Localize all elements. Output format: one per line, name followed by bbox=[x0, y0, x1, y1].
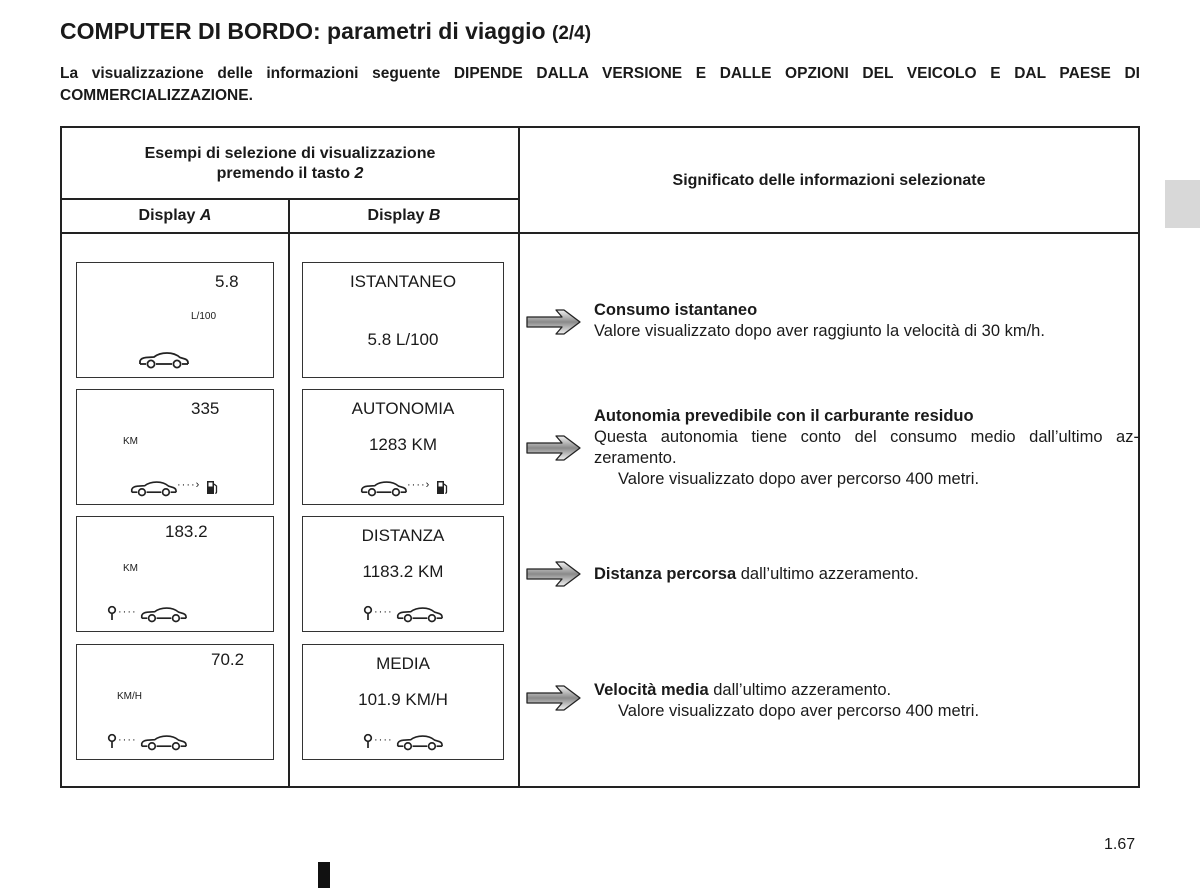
location-pin-icon bbox=[363, 605, 373, 621]
display-b-header bbox=[290, 206, 518, 226]
display-a-value: 335 bbox=[191, 399, 220, 418]
car-icon bbox=[395, 606, 443, 623]
display-a-unit: KM bbox=[123, 436, 138, 447]
examples-header bbox=[62, 144, 518, 184]
display-a-label: Display bbox=[138, 207, 196, 224]
title-part-indicator: (2/4) bbox=[552, 23, 592, 44]
description-text: Valore visualizzato dopo aver raggiunto la velocità di 30 km/h. bbox=[594, 322, 1045, 340]
examples-header-line1: Esempi di selezione di visualizzazione bbox=[144, 145, 436, 162]
arrow-icon bbox=[526, 434, 582, 462]
display-b-box-distance bbox=[302, 516, 504, 632]
description-bold: Distanza percorsa bbox=[594, 565, 737, 583]
location-pin-icon bbox=[363, 733, 373, 749]
section-side-tab bbox=[1165, 180, 1200, 228]
car-icon bbox=[139, 734, 187, 751]
dots-arrow-icon: ····› bbox=[407, 479, 431, 491]
description-range bbox=[594, 406, 1139, 490]
display-b-letter: B bbox=[428, 207, 441, 224]
display-a-value: 183.2 bbox=[165, 522, 208, 541]
arrow-icon bbox=[526, 308, 582, 336]
title-main: COMPUTER DI BORDO: parametri di viaggio bbox=[60, 18, 546, 44]
display-a-unit: L/100 bbox=[191, 311, 217, 322]
display-b-label: Display bbox=[367, 207, 425, 224]
description-text: dall’ultimo azzeramento. bbox=[736, 565, 919, 583]
location-pin-icon bbox=[107, 733, 117, 749]
description-note: Valore visualizzato dopo aver percorso 400 metri. bbox=[618, 702, 980, 720]
description-distance bbox=[594, 564, 1139, 585]
display-b-value: 5.8 L/100 bbox=[367, 330, 439, 349]
display-b-title: DISTANZA bbox=[361, 526, 445, 545]
car-icon bbox=[129, 480, 177, 497]
display-a-box-consumption bbox=[76, 262, 274, 378]
meaning-header: Significato delle informazioni selezionate bbox=[672, 172, 986, 189]
car-icon bbox=[137, 351, 189, 369]
description-bold: Autonomia prevedibile con il carburante residuo bbox=[594, 407, 974, 425]
description-bold: Consumo istantaneo bbox=[594, 301, 758, 319]
car-icon bbox=[359, 480, 407, 497]
fuel-pump-icon bbox=[436, 479, 448, 495]
description-text: dall’ultimo azzeramento. bbox=[708, 681, 892, 699]
description-bold: Velocità media bbox=[594, 681, 709, 699]
dots-icon: ···· bbox=[118, 734, 137, 746]
divider-examples-meaning bbox=[518, 128, 520, 786]
display-b-value: 101.9 KM/H bbox=[358, 690, 448, 709]
display-b-value: 1283 KM bbox=[368, 435, 438, 454]
page-number: 1.67 bbox=[1104, 836, 1136, 853]
display-a-box-range bbox=[76, 389, 274, 505]
display-a-unit: KM bbox=[123, 563, 138, 574]
divider-display-a-b bbox=[288, 198, 290, 786]
examples-header-line2 bbox=[62, 164, 518, 184]
divider-header-body bbox=[62, 232, 1138, 234]
description-text: Questa autonomia tiene conto del consumo medio dall’ultimo azzeramento. bbox=[594, 428, 1139, 467]
page-title bbox=[60, 18, 591, 45]
fuel-pump-icon bbox=[206, 479, 218, 495]
display-b-box-consumption bbox=[302, 262, 504, 378]
divider-header-sub bbox=[62, 198, 518, 200]
arrow-icon bbox=[526, 560, 582, 588]
display-a-header bbox=[62, 206, 288, 226]
dots-icon: ···· bbox=[118, 606, 137, 618]
car-icon bbox=[395, 734, 443, 751]
display-b-title: ISTANTANEO bbox=[349, 272, 457, 291]
examples-header-key: 2 bbox=[354, 165, 364, 182]
display-a-value: 5.8 bbox=[215, 272, 239, 291]
display-b-box-average-speed bbox=[302, 644, 504, 760]
display-a-letter: A bbox=[199, 207, 212, 224]
display-a-unit: KM/H bbox=[117, 691, 142, 702]
intro-notice: La visualizzazione delle informazioni seguente DIPENDE DALLA VERSIONE E DALLE OPZIONI DEL VEICOLO E DAL PAESE DI COMMERCIALIZZAZIONE. bbox=[60, 65, 1140, 104]
car-icon bbox=[139, 606, 187, 623]
location-pin-icon bbox=[107, 605, 117, 621]
examples-header-text: premendo il tasto bbox=[216, 165, 350, 182]
parameters-table bbox=[60, 126, 1140, 788]
display-b-box-range bbox=[302, 389, 504, 505]
description-average-speed bbox=[594, 680, 1139, 722]
display-b-value: 1183.2 KM bbox=[362, 562, 444, 581]
dots-arrow-icon: ····› bbox=[177, 479, 201, 491]
display-a-value: 70.2 bbox=[211, 650, 245, 669]
display-a-box-average-speed bbox=[76, 644, 274, 760]
dots-icon: ···· bbox=[374, 734, 393, 746]
description-consumption bbox=[594, 300, 1139, 342]
arrow-icon bbox=[526, 684, 582, 712]
display-b-title: AUTONOMIA bbox=[351, 399, 455, 418]
description-note: Valore visualizzato dopo aver percorso 400 metri. bbox=[618, 470, 980, 488]
display-a-box-distance bbox=[76, 516, 274, 632]
display-b-title: MEDIA bbox=[376, 654, 430, 673]
dots-icon: ···· bbox=[374, 606, 393, 618]
bottom-marker-bar bbox=[318, 862, 330, 888]
